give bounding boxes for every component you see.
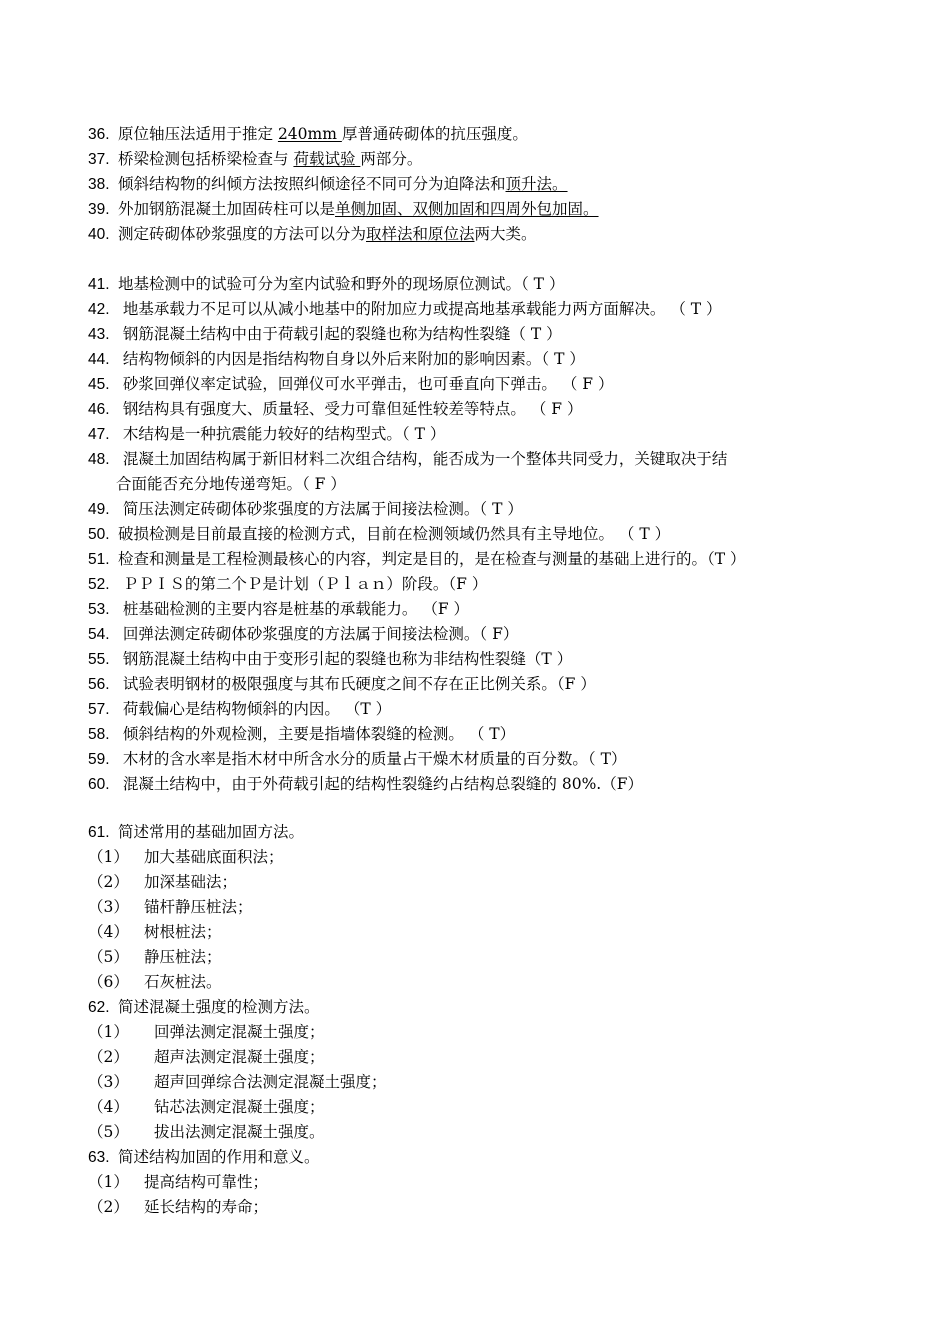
question-title <box>88 820 888 845</box>
item-text: 检查和测量是工程检测最核心的内容，判定是目的，是在检查与测量的基础上进行的。（T ） <box>118 550 746 568</box>
answer-item <box>88 920 888 945</box>
judge-item <box>88 547 888 572</box>
answer-text: 回弹法测定混凝土强度； <box>154 1023 325 1041</box>
answer-item <box>88 845 888 870</box>
answer-item <box>88 970 888 995</box>
item-text: 钢筋混凝土结构中由于荷载引起的裂缝也称为结构性裂缝（ T ） <box>118 325 562 343</box>
item-number: 45. <box>88 376 110 393</box>
item-number: 41. <box>88 276 110 293</box>
item-number: 38. <box>88 176 110 193</box>
item-number: 55. <box>88 651 110 668</box>
item-text: 两大类。 <box>474 225 537 243</box>
item-text: 混凝土结构中，由于外荷载引起的结构性裂缝约占结构总裂缝的 80%.（F） <box>118 775 643 793</box>
answer-text: 加深基础法； <box>144 873 238 891</box>
item-number: 42. <box>88 301 110 318</box>
item-number: 44. <box>88 351 110 368</box>
question-text: 简述常用的基础加固方法。 <box>118 823 305 841</box>
item-text: 倾斜结构的外观检测，主要是指墙体裂缝的检测。 （ T） <box>118 725 516 743</box>
judge-item <box>88 272 888 297</box>
judge-item <box>88 397 888 422</box>
answer-text: 树根桩法； <box>144 923 222 941</box>
item-text: 钢筋混凝土结构中由于变形引起的裂缝也称为非结构性裂缝（T ） <box>118 650 573 668</box>
item-number: 57. <box>88 701 110 718</box>
judge-item <box>88 647 888 672</box>
answer-item <box>88 895 888 920</box>
answer-number: （3） <box>88 1073 129 1091</box>
item-number: 61. <box>88 824 110 841</box>
item-number: 46. <box>88 401 110 418</box>
item-number: 48. <box>88 451 110 468</box>
judge-item <box>88 447 888 472</box>
answer-number: （5） <box>88 948 129 966</box>
item-text: 桩基础检测的主要内容是桩基的承载能力。 （F ） <box>118 600 470 618</box>
item-text: 试验表明钢材的极限强度与其布氏硬度之间不存在正比例关系。（F ） <box>118 675 596 693</box>
answer-text: 石灰桩法。 <box>144 973 222 991</box>
judge-item <box>88 672 888 697</box>
answer-number: （1） <box>88 1173 129 1191</box>
answer-text: 静压桩法； <box>144 948 222 966</box>
answer-number: （6） <box>88 973 129 991</box>
item-number: 56. <box>88 676 110 693</box>
item-number: 39. <box>88 201 110 218</box>
answer-underlined: 荷载试验 <box>293 150 361 168</box>
answer-number: （1） <box>88 848 129 866</box>
question-text: 简述结构加固的作用和意义。 <box>118 1148 320 1166</box>
item-number: 37. <box>88 151 110 168</box>
item-number: 59. <box>88 751 110 768</box>
answer-text: 超声回弹综合法测定混凝土强度； <box>154 1073 387 1091</box>
item-text: 回弹法测定砖砌体砂浆强度的方法属于间接法检测。（ F） <box>118 625 519 643</box>
item-text: 厚普通砖砌体的抗压强度。 <box>341 125 528 143</box>
item-text: 砂浆回弹仪率定试验，回弹仪可水平弹击，也可垂直向下弹击。 （ F ） <box>118 375 614 393</box>
item-number: 43. <box>88 326 110 343</box>
question-title <box>88 995 888 1020</box>
judge-item <box>88 322 888 347</box>
item-text: 原位轴压法适用于推定 <box>118 125 278 143</box>
answer-text: 超声法测定混凝土强度； <box>154 1048 325 1066</box>
judge-item <box>116 472 916 497</box>
answer-number: （2） <box>88 873 129 891</box>
question-text: 简述混凝土强度的检测方法。 <box>118 998 320 1016</box>
judge-item <box>88 347 888 372</box>
answer-number: （2） <box>88 1198 129 1216</box>
item-text: 外加钢筋混凝土加固砖柱可以是 <box>118 200 336 218</box>
answer-text: 延长结构的寿命； <box>144 1198 269 1216</box>
answer-number: （4） <box>88 923 129 941</box>
answer-text: 锚杆静压桩法； <box>144 898 253 916</box>
item-number: 47. <box>88 426 110 443</box>
judge-item <box>88 622 888 647</box>
fill-item <box>88 172 888 197</box>
item-text: 木结构是一种抗震能力较好的结构型式。（ T ） <box>118 425 446 443</box>
answer-underlined: 单侧加固、双侧加固和四周外包加固。 <box>335 200 599 218</box>
item-number: 52. <box>88 576 110 593</box>
judge-item <box>88 422 888 447</box>
item-text: 测定砖砌体砂浆强度的方法可以分为 <box>118 225 367 243</box>
answer-item <box>88 945 888 970</box>
item-number: 62. <box>88 999 110 1016</box>
answer-underlined: 顶升法。 <box>505 175 568 193</box>
answer-item <box>88 1095 888 1120</box>
answer-number: （5） <box>88 1123 129 1141</box>
answer-text: 拔出法测定混凝土强度。 <box>154 1123 325 1141</box>
item-text: ＰＰＩＳ的第二个Ｐ是计划（Ｐｌａｎ）阶段。（F ） <box>118 575 488 593</box>
judge-item <box>88 372 888 397</box>
item-text: 木材的含水率是指木材中所含水分的质量占干燥木材质量的百分数。（ T） <box>118 750 627 768</box>
item-text: 荷载偏心是结构物倾斜的内因。 （T ） <box>118 700 392 718</box>
item-text: 桥梁检测包括桥梁检查与 <box>118 150 294 168</box>
item-number: 40. <box>88 226 110 243</box>
item-number: 54. <box>88 626 110 643</box>
item-text: 混凝土加固结构属于新旧材料二次组合结构，能否成为一个整体共同受力，关键取决于结 <box>118 450 728 468</box>
answer-number: （3） <box>88 898 129 916</box>
item-text: 破损检测是目前最直接的检测方式，目前在检测领域仍然具有主导地位。 （ T ） <box>118 525 671 543</box>
judge-item <box>88 747 888 772</box>
judge-item <box>88 772 888 797</box>
item-number: 51. <box>88 551 110 568</box>
item-number: 53. <box>88 601 110 618</box>
item-text: 钢结构具有强度大、质量轻、受力可靠但延性较差等特点。 （ F ） <box>118 400 583 418</box>
item-number: 58. <box>88 726 110 743</box>
judge-item <box>88 597 888 622</box>
item-number: 49. <box>88 501 110 518</box>
judge-item <box>88 297 888 322</box>
item-text: 合面能否充分地传递弯矩。（ F ） <box>116 475 346 493</box>
answer-item <box>88 1120 888 1145</box>
judge-item <box>88 497 888 522</box>
item-text: 地基承载力不足可以从减小地基中的附加应力或提高地基承载能力两方面解决。 （ T ） <box>118 300 722 318</box>
fill-item <box>88 222 888 247</box>
judge-item <box>88 697 888 722</box>
answer-underlined: 240mm <box>277 125 342 143</box>
fill-item <box>88 197 888 222</box>
judge-item <box>88 722 888 747</box>
answer-text: 钻芯法测定混凝土强度； <box>154 1098 325 1116</box>
judge-item <box>88 572 888 597</box>
answer-number: （1） <box>88 1023 129 1041</box>
answer-item <box>88 1045 888 1070</box>
item-text: 简压法测定砖砌体砂浆强度的方法属于间接法检测。（ T ） <box>118 500 523 518</box>
answer-text: 加大基础底面积法； <box>144 848 284 866</box>
answer-item <box>88 1020 888 1045</box>
judge-item <box>88 522 888 547</box>
item-number: 60. <box>88 776 110 793</box>
answer-item <box>88 1170 888 1195</box>
item-number: 50. <box>88 526 110 543</box>
answer-text: 提高结构可靠性； <box>144 1173 269 1191</box>
answer-underlined: 取样法和原位法 <box>366 225 475 243</box>
answer-item <box>88 1195 888 1220</box>
answer-item <box>88 870 888 895</box>
fill-item <box>88 122 888 147</box>
answer-number: （4） <box>88 1098 129 1116</box>
item-text: 结构物倾斜的内因是指结构物自身以外后来附加的影响因素。（ T ） <box>118 350 585 368</box>
answer-number: （2） <box>88 1048 129 1066</box>
item-number: 36. <box>88 126 110 143</box>
item-number: 63. <box>88 1149 110 1166</box>
question-title <box>88 1145 888 1170</box>
item-text: 两部分。 <box>360 150 423 168</box>
item-text: 倾斜结构物的纠倾方法按照纠倾途径不同可分为迫降法和 <box>118 175 506 193</box>
item-text: 地基检测中的试验可分为室内试验和野外的现场原位测试。（ T ） <box>118 275 565 293</box>
answer-item <box>88 1070 888 1095</box>
fill-item <box>88 147 888 172</box>
